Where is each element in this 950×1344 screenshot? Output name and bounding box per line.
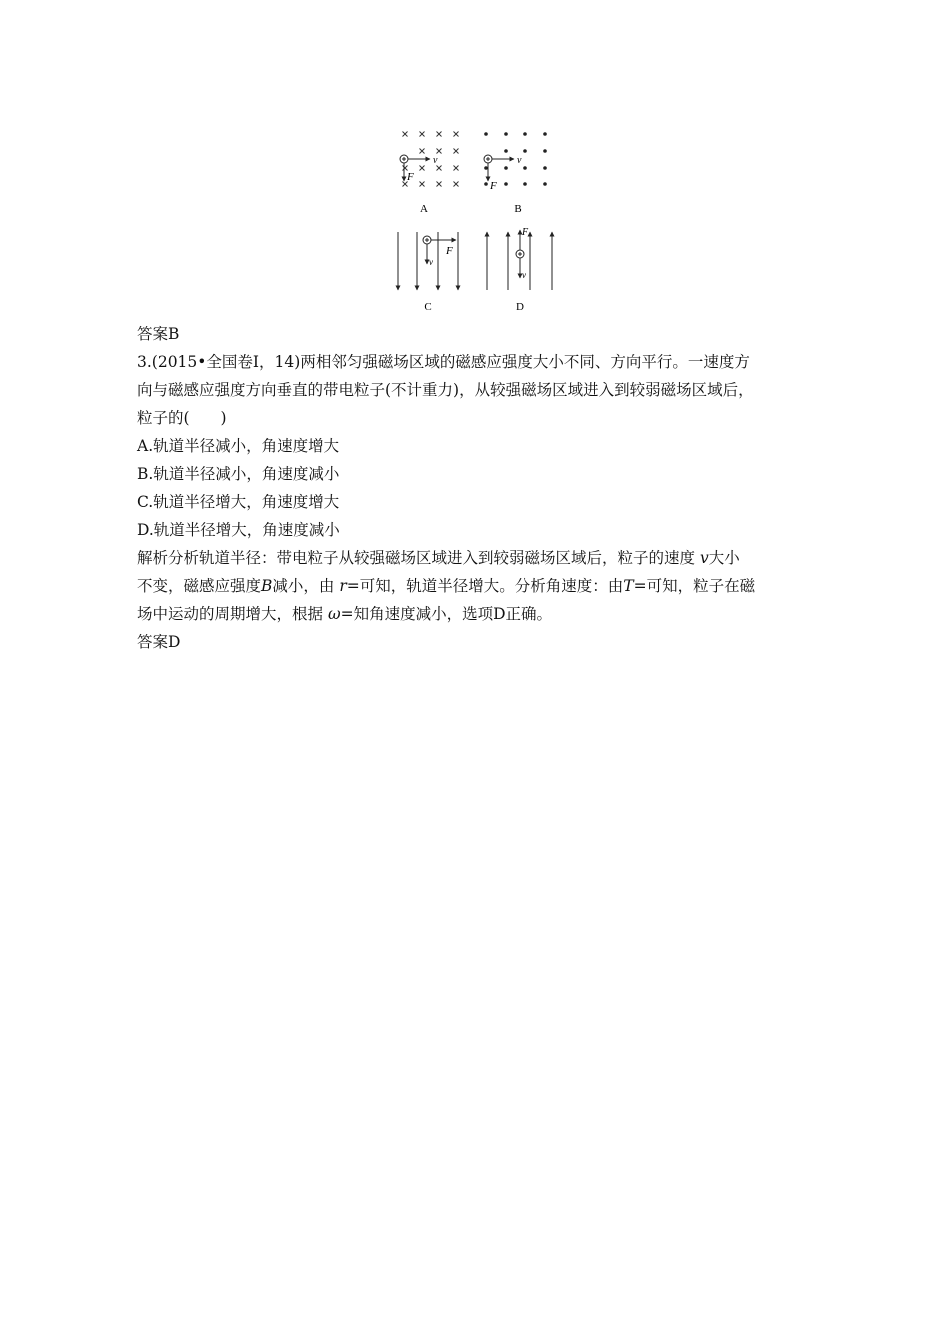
analysis-line-3 xyxy=(137,600,827,628)
final-answer-label: 答案 xyxy=(137,633,169,651)
field-dot xyxy=(543,182,547,186)
symbol-b: B xyxy=(261,577,273,595)
field-cross xyxy=(437,166,442,171)
field-dot xyxy=(543,132,547,136)
document-body xyxy=(137,320,827,656)
analysis-text: 不变，磁感应强度 xyxy=(137,577,262,595)
field-dot xyxy=(504,149,508,153)
final-answer-value: D xyxy=(168,633,181,651)
physics-figure xyxy=(380,118,580,318)
analysis xyxy=(137,544,827,628)
field-cross xyxy=(437,149,442,154)
panel-label-b: B xyxy=(514,203,522,215)
panel-a-v-label: v xyxy=(433,155,438,166)
final-answer xyxy=(137,628,827,656)
panel-c-f-label: F xyxy=(446,245,453,257)
field-dot xyxy=(484,132,488,136)
symbol-omega: ω xyxy=(327,605,341,623)
question-line-3: 粒子的( ) xyxy=(137,409,227,427)
analysis-text: =可知，轨道半径增大。分析角速度：由 xyxy=(346,577,624,595)
field-dot xyxy=(484,182,488,186)
panel-c-particle xyxy=(423,236,456,267)
panel-b-f-label: F xyxy=(490,180,497,192)
field-cross xyxy=(420,132,425,137)
prev-answer-label: 答案 xyxy=(137,325,169,343)
field-cross xyxy=(437,182,442,187)
question xyxy=(137,348,827,432)
panel-d-v-label: v xyxy=(522,270,526,280)
prev-answer xyxy=(137,320,827,348)
analysis-label: 解析 xyxy=(137,549,169,567)
field-cross xyxy=(403,166,408,171)
field-cross xyxy=(420,182,425,187)
analysis-text: =知角速度减小，选项D正确。 xyxy=(340,605,553,623)
symbol-v: v xyxy=(699,549,709,567)
field-dot xyxy=(523,182,527,186)
field-dot xyxy=(504,182,508,186)
panel-label-d: D xyxy=(516,301,524,313)
analysis-line-1 xyxy=(137,544,827,572)
panel-d-f-label: F xyxy=(522,227,529,238)
options xyxy=(137,432,827,544)
field-dot xyxy=(523,149,527,153)
option-a: A.轨道半径减小，角速度增大 xyxy=(137,437,340,455)
panel-d-particle xyxy=(516,227,529,280)
panel-c-v-label: v xyxy=(429,257,433,267)
option-c: C.轨道半径增大，角速度增大 xyxy=(137,493,340,511)
field-cross xyxy=(454,166,459,171)
panel-c-field xyxy=(398,232,458,290)
analysis-text: =可知，粒子在磁 xyxy=(633,577,756,595)
analysis-text: 分析轨道半径：带电粒子从较强磁场区域进入到较弱磁场区域后，粒子的速度 xyxy=(168,549,696,567)
field-cross xyxy=(420,149,425,154)
field-dot xyxy=(504,166,508,170)
field-cross xyxy=(403,132,408,137)
field-dot xyxy=(543,166,547,170)
analysis-text: 减小，由 xyxy=(272,577,335,595)
field-cross xyxy=(454,132,459,137)
panel-label-c: C xyxy=(424,301,432,313)
question-line-1: 3.(2015•全国卷Ⅰ，14)两相邻匀强磁场区域的磁感应强度大小不同、方向平行。一速度方 xyxy=(137,353,750,371)
analysis-text: 场中运动的周期增大，根据 xyxy=(137,605,324,623)
field-dot xyxy=(523,132,527,136)
symbol-t: T xyxy=(623,577,634,595)
field-cross xyxy=(454,149,459,154)
analysis-text: 大小 xyxy=(708,549,740,567)
prev-answer-value: B xyxy=(168,325,180,343)
panel-a-f-label: F xyxy=(407,171,414,183)
option-d: D.轨道半径增大，角速度减小 xyxy=(137,521,340,539)
field-dot xyxy=(484,166,488,170)
panel-b-v-label: v xyxy=(517,155,522,166)
field-cross xyxy=(454,182,459,187)
panel-b-particle xyxy=(484,155,522,192)
panel-label-a: A xyxy=(420,203,428,215)
option-b: B.轨道半径减小，角速度减小 xyxy=(137,465,340,483)
figure-svg xyxy=(380,118,580,318)
field-dot xyxy=(523,166,527,170)
field-cross xyxy=(437,132,442,137)
field-dot xyxy=(504,132,508,136)
field-cross xyxy=(420,166,425,171)
field-dot xyxy=(543,149,547,153)
question-line-2: 向与磁感应强度方向垂直的带电粒子(不计重力)，从较强磁场区域进入到较弱磁场区域后， xyxy=(137,381,754,399)
symbol-r: r xyxy=(339,577,347,595)
analysis-line-2 xyxy=(137,572,827,600)
